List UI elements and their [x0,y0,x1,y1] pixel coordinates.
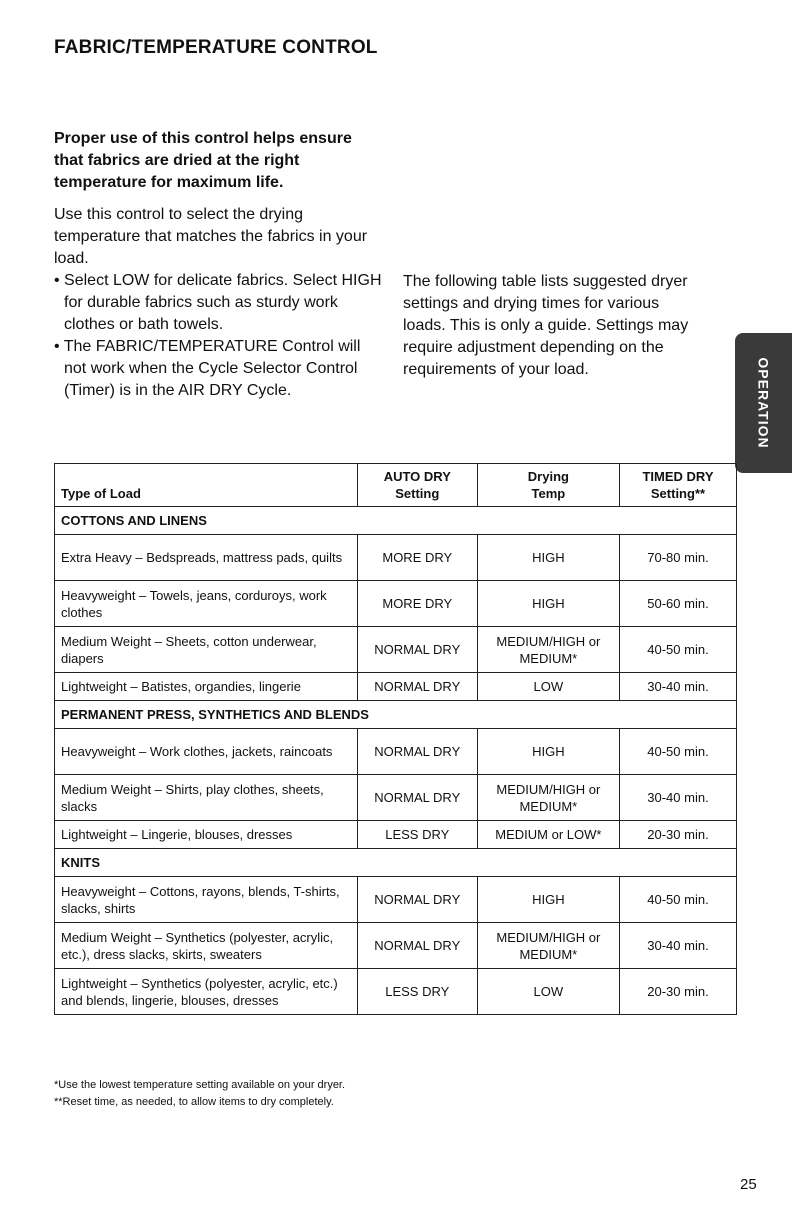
drying-guide-table [54,463,737,1015]
table-row [55,969,737,1015]
bullet-item: • The FABRIC/TEMPERATURE Control will not work when the Cycle Selector Control (Timer) is in the AIR DRY Cycle. [54,338,361,399]
cell-time: 30-40 min. [619,775,736,821]
section-title: KNITS [55,849,737,877]
cell-load: Heavyweight – Towels, jeans, corduroys, work clothes [55,581,358,627]
section-row [55,701,737,729]
cell-temp: HIGH [477,729,619,775]
cell-auto-dry: NORMAL DRY [357,673,477,701]
bullet-item: • Select LOW for delicate fabrics. Select HIGH for durable fabrics such as sturdy work clothes or bath towels. [54,272,382,333]
cell-temp: HIGH [477,581,619,627]
cell-load: Lightweight – Batistes, organdies, lingerie [55,673,358,701]
cell-time: 50-60 min. [619,581,736,627]
cell-temp: LOW [477,969,619,1015]
cell-time: 70-80 min. [619,535,736,581]
section-tab-label: OPERATION [755,357,772,449]
cell-temp: MEDIUM or LOW* [477,821,619,849]
section-row [55,507,737,535]
cell-auto-dry: MORE DRY [357,535,477,581]
table-header-row [55,464,737,507]
section-title: PERMANENT PRESS, SYNTHETICS AND BLENDS [55,701,737,729]
cell-time: 20-30 min. [619,821,736,849]
cell-load: Medium Weight – Shirts, play clothes, sheets, slacks [55,775,358,821]
footnotes [54,1077,345,1111]
cell-temp: MEDIUM/HIGH or MEDIUM* [477,627,619,673]
cell-time: 40-50 min. [619,729,736,775]
intro-bold-text: Proper use of this control helps ensure that fabrics are dried at the right temperature for maximum life. [54,130,352,191]
cell-time: 30-40 min. [619,673,736,701]
section-row [55,849,737,877]
cell-auto-dry: NORMAL DRY [357,627,477,673]
cell-load: Lightweight – Synthetics (polyester, acrylic, etc.) and blends, lingerie, blouses, dresses [55,969,358,1015]
section-tab [735,333,792,473]
section-title: COTTONS AND LINENS [55,507,737,535]
table-intro-text: The following table lists suggested dryer settings and drying times for various loads. This is only a guide. Settings may require adjustment depending on the requirements of your load. [403,273,689,378]
header-auto-dry: AUTO DRY Setting [357,464,477,507]
cell-temp: HIGH [477,535,619,581]
header-timed-dry: TIMED DRY Setting** [619,464,736,507]
footnote: *Use the lowest temperature setting available on your dryer. [54,1079,346,1091]
header-drying-temp: Drying Temp [477,464,619,507]
cell-auto-dry: NORMAL DRY [357,729,477,775]
cell-temp: LOW [477,673,619,701]
cell-auto-dry: LESS DRY [357,969,477,1015]
cell-load: Medium Weight – Sheets, cotton underwear, diapers [55,627,358,673]
table-row [55,627,737,673]
table-row [55,923,737,969]
cell-temp: MEDIUM/HIGH or MEDIUM* [477,923,619,969]
table-row [55,877,737,923]
cell-auto-dry: NORMAL DRY [357,923,477,969]
cell-auto-dry: MORE DRY [357,581,477,627]
cell-auto-dry: NORMAL DRY [357,877,477,923]
header-type-of-load: Type of Load [55,464,358,507]
table-row [55,673,737,701]
table-row [55,821,737,849]
cell-load: Heavyweight – Cottons, rayons, blends, T-shirts, slacks, shirts [55,877,358,923]
cell-auto-dry: LESS DRY [357,821,477,849]
footnote: **Reset time, as needed, to allow items to dry completely. [54,1096,334,1108]
table-row [55,535,737,581]
page-number: 25 [740,1176,757,1193]
intro-text: Use this control to select the drying temperature that matches the fabrics in your load. [54,206,368,267]
cell-load: Medium Weight – Synthetics (polyester, acrylic, etc.), dress slacks, skirts, sweaters [55,923,358,969]
cell-auto-dry: NORMAL DRY [357,775,477,821]
cell-temp: HIGH [477,877,619,923]
table-row [55,581,737,627]
cell-time: 40-50 min. [619,877,736,923]
cell-time: 40-50 min. [619,627,736,673]
cell-time: 30-40 min. [619,923,736,969]
table-row [55,775,737,821]
cell-load: Extra Heavy – Bedspreads, mattress pads, quilts [55,535,358,581]
cell-load: Heavyweight – Work clothes, jackets, raincoats [55,729,358,775]
cell-time: 20-30 min. [619,969,736,1015]
cell-load: Lightweight – Lingerie, blouses, dresses [55,821,358,849]
bullet-list [54,270,384,402]
page-title: FABRIC/TEMPERATURE CONTROL [54,37,378,58]
cell-temp: MEDIUM/HIGH or MEDIUM* [477,775,619,821]
table-row [55,729,737,775]
